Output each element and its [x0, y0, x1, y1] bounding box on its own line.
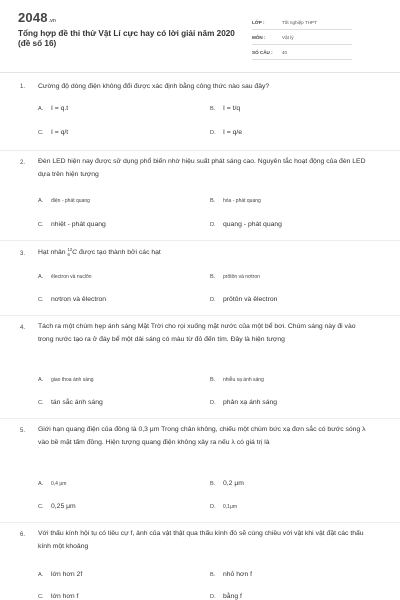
- option-letter: C.: [38, 400, 44, 406]
- exam-title: Tổng hợp đề thi thử Vật Lí cực hay có lời giải năm 2020 (đề số 16): [18, 29, 235, 48]
- option-letter: A.: [38, 198, 44, 204]
- question-number: 1.: [20, 84, 26, 90]
- option-c[interactable]: [38, 593, 78, 600]
- option-c[interactable]: [38, 399, 103, 406]
- option-text: nhiệt - phát quang: [51, 221, 106, 228]
- option-text: tán sắc ánh sáng: [51, 399, 103, 406]
- option-b[interactable]: [210, 377, 264, 383]
- option-letter: A.: [38, 274, 44, 280]
- meta-value: 40: [282, 49, 288, 55]
- question-4: [0, 316, 400, 416]
- option-c[interactable]: [38, 129, 68, 136]
- option-letter: B.: [210, 481, 216, 487]
- option-text: hóa - phát quang: [223, 198, 261, 204]
- question-number: 5.: [20, 428, 26, 434]
- option-letter: D.: [210, 594, 216, 600]
- option-b[interactable]: [210, 571, 252, 578]
- option-letter: D.: [210, 222, 216, 228]
- logo-sub-text: .vn: [48, 18, 56, 24]
- option-text: prôtôn và êlectron: [223, 296, 278, 303]
- option-letter: A.: [38, 377, 44, 383]
- option-text: lớn hơn 2f: [51, 571, 83, 578]
- option-b[interactable]: [210, 198, 261, 204]
- option-d[interactable]: [210, 221, 282, 228]
- question-number: 2.: [20, 160, 26, 166]
- option-c[interactable]: [38, 503, 76, 510]
- meta-row-subject: [252, 30, 352, 45]
- option-a[interactable]: [38, 274, 92, 280]
- option-letter: C.: [38, 504, 44, 510]
- meta-row-class: [252, 15, 352, 30]
- question-text: Cường độ dòng điện không đổi được xác định bằng công thức nào sau đây?: [38, 83, 270, 90]
- option-text: quang - phát quang: [223, 221, 282, 228]
- isotope-atomic-number: 6: [67, 252, 70, 258]
- question-3: [0, 241, 400, 314]
- question-text: Giới hạn quang điện của đồng là 0,3 μm Trong chân không, chiếu một chùm bức xạ đơn sắc có bước sóng λ vào bề mặt tấm đồng. Hiện tượng quang điện không xảy ra nếu λ có giá trị là: [38, 426, 366, 446]
- option-a[interactable]: [38, 571, 82, 578]
- option-text: nơtron và êlectron: [51, 296, 107, 303]
- option-d[interactable]: [210, 504, 237, 510]
- option-a[interactable]: [38, 105, 68, 112]
- option-text: 0,1μm: [223, 504, 237, 510]
- option-text: nhỏ hơn f: [223, 571, 253, 578]
- option-text: I = t/q: [223, 105, 241, 112]
- option-letter: C.: [38, 130, 44, 136]
- question-text: Với thấu kính hội tụ có tiêu cự f, ảnh của vật thật qua thấu kính đó sẽ cùng chiều với vật khi vật đặt các thấu kính một khoảng: [38, 530, 364, 550]
- option-text: lớn hơn f: [51, 593, 79, 600]
- exam-meta: [252, 15, 352, 60]
- isotope-mass-number: 12: [67, 247, 73, 253]
- option-a[interactable]: [38, 481, 66, 487]
- option-text: phản xạ ánh sáng: [223, 399, 278, 406]
- option-c[interactable]: [38, 296, 106, 303]
- option-letter: B.: [210, 572, 216, 578]
- question-text-after: được tạo thành bởi các hạt: [77, 249, 161, 256]
- isotope-symbol: C: [72, 249, 78, 256]
- question-number: 4.: [20, 325, 26, 331]
- meta-value: Tốt nghiệp THPT: [282, 19, 317, 25]
- option-letter: A.: [38, 572, 44, 578]
- question-text-before: Hạt nhân: [38, 249, 68, 256]
- option-text: prôtôn và nơtron: [223, 274, 260, 280]
- question-5: [0, 419, 400, 519]
- option-letter: D.: [210, 297, 216, 303]
- meta-label: LỚP :: [252, 19, 265, 25]
- option-d[interactable]: [210, 296, 277, 303]
- option-letter: D.: [210, 400, 216, 406]
- question-text: [38, 247, 368, 260]
- option-letter: B.: [210, 198, 216, 204]
- option-letter: C.: [38, 297, 44, 303]
- question-2: [0, 151, 400, 238]
- question-text: Tách ra một chùm hẹp ánh sáng Mặt Trời cho rọi xuống mặt nước của một bể bơi. Chùm sáng này đi vào trong nước tạo ra ở đáy bể một dải sáng có màu từ đỏ đến tím. Đây là hiện tượng: [38, 323, 356, 343]
- option-text: 0,4 μm: [51, 481, 67, 487]
- option-letter: D.: [210, 504, 216, 510]
- option-d[interactable]: [210, 593, 242, 600]
- page-header: [0, 0, 400, 72]
- option-b[interactable]: [210, 105, 240, 112]
- option-b[interactable]: [210, 480, 244, 487]
- option-a[interactable]: [38, 198, 90, 204]
- option-letter: B.: [210, 106, 216, 112]
- option-text: I = q/e: [223, 129, 243, 136]
- meta-value: Vật lý: [282, 34, 294, 40]
- option-text: I = q.t: [51, 105, 69, 112]
- option-text: 0,2 μm: [223, 480, 244, 487]
- option-d[interactable]: [210, 129, 242, 136]
- option-letter: C.: [38, 594, 44, 600]
- option-letter: A.: [38, 106, 44, 112]
- option-text: nhiễu xạ ánh sáng: [223, 377, 264, 383]
- logo-main-text: 2048: [18, 10, 48, 25]
- option-letter: B.: [210, 377, 216, 383]
- meta-label: MÔN :: [252, 34, 266, 40]
- question-text: Đèn LED hiện nay được sử dụng phổ biến nhờ hiệu suất phát sáng cao. Nguyên tắc hoạt động của đèn LED dựa trên hiện tượng: [38, 158, 366, 178]
- question-6: [0, 523, 400, 600]
- option-letter: A.: [38, 481, 44, 487]
- option-text: I = q/t: [51, 129, 69, 136]
- question-number: 6.: [20, 532, 26, 538]
- option-text: bằng f: [223, 593, 242, 600]
- option-letter: C.: [38, 222, 44, 228]
- meta-row-count: [252, 45, 352, 60]
- question-1: [0, 73, 400, 145]
- option-d[interactable]: [210, 399, 277, 406]
- option-b[interactable]: [210, 274, 260, 280]
- option-letter: D.: [210, 130, 216, 136]
- meta-label: SỐ CÂU :: [252, 49, 273, 55]
- option-text: giao thoa ánh sáng: [51, 377, 94, 383]
- option-text: 0,25 μm: [51, 503, 76, 510]
- option-text: điện - phát quang: [51, 198, 90, 204]
- option-c[interactable]: [38, 221, 106, 228]
- question-number: 3.: [20, 251, 26, 257]
- option-a[interactable]: [38, 377, 94, 383]
- option-text: êlectron và nuclôn: [51, 274, 92, 280]
- option-letter: B.: [210, 274, 216, 280]
